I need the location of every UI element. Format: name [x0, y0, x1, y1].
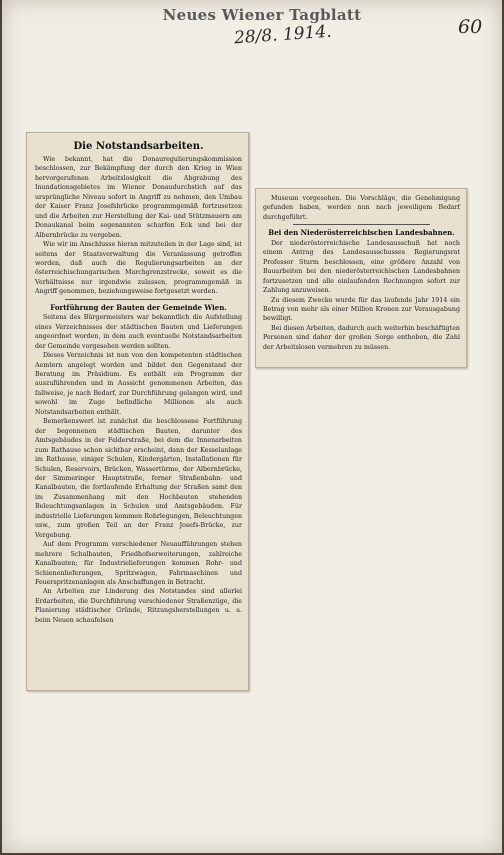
clipping-left	[26, 132, 249, 691]
article-paragraph: Wie wir im Anschlusse hieran mitzuteilen in der Lage sind, ist seitens der Staatsverwaltung die Veranlassung getroffen worden, daß auch die Regulierungsarbeiten an der österreichischungarischen Marchgrenzstrecke, soweit es die Verhältnisse nur irgendwie zulassen, programmgemäß in Angriff genommen, beziehungsweise fortgesetzt werden.	[35, 241, 242, 296]
article-paragraph: An Arbeiten zur Linderung des Notstandes sind allerlei Erdarbeiten, die Durchführung verschiedener Straßenzüge, die Planierung städtischer Gründe, Ritzungsherstellungen u. a. beim Neuen schaufelsen	[35, 588, 242, 624]
article-paragraph: Der niederösterreichische Landesausschuß hat noch einem Antrag des Landesausschusses Regierungsrat Professor Sturm beschlossen, eine größere Anzahl von Bauarbeiten bei den niederösterreichischen Landesbahnen fortzusetzen und alle einlaufenden Rechnungen sofort zur Zahlung anzuweisen.	[263, 239, 460, 295]
article-paragraph: Wie bekannt, hat die Donauregulierungskommission beschlossen, zur Bekämpfung der durch den Krieg in Wien hervorgerufenen Arbeitslosigkeit die Abgrabung des Inundationsgebietes im Wiener Donaudurchstich auf das ursprüngliche Niveau sofort in Angriff zu nehmen, den Umbau der Kaiser Franz Josefsbrücke programmgemäß fortzusetzen und die Arbeiten zur Herstellung der Kai- und Stützmauern am Donaukanal beim sogenannten scharfen Eck und bei der Albernbrücke zu vergeben.	[35, 156, 242, 239]
newspaper-masthead: Neues Wiener Tagblatt	[162, 6, 362, 24]
article-paragraph: Museum vorgesehen. Die Vorschläge, die Genehmigung gefunden haben, werden nun nach jeweiligem Bedarf durchgeführt.	[263, 195, 460, 221]
article-paragraph: Auf dem Programm verschiedener Neuaufführungen stehen mehrere Schulbauten, Friedhofserweiterungen, zahlreiche Kanalbauten; für Industrielieferungen kommen Rohr- und Schienenlieferungen, Spritzwagen, Fahrmaschinen und Feuerspritzenanlagen als Anschaffungen in Betracht.	[35, 541, 242, 586]
clipping-left-column	[35, 140, 242, 625]
divider-rule	[65, 299, 212, 300]
clipping-right-column	[263, 194, 460, 352]
handwritten-page-number: 60	[458, 16, 483, 38]
article-paragraph: Bei diesen Arbeiten, dadurch auch weiterhin beschäftigten Personen sind daher der großen Sorge enthoben, die Zahl der Arbeitslosen vermehren zu müssen.	[263, 324, 460, 351]
archive-sheet	[2, 0, 502, 853]
handwritten-date: 28/8. 1914.	[233, 21, 333, 49]
article-subtitle: Fortführung der Bauten der Gemeinde Wien.	[50, 302, 227, 312]
article-title: Die Notstandsarbeiten.	[73, 141, 204, 152]
article-subtitle: Bei den Niederösterreichischen Landesbahnen.	[268, 228, 455, 238]
article-paragraph: Bemerkenswert ist zunächst die beschlossene Fortführung der begonnenen städtischen Bauten, darunter des Amtsgebäudes in der Felderstraße, bei dem die Innenarbeiten zum Rathause schon sichtbar erscheint, dann der Kesselanlage im Rathause, einiger Schulen, Kindergärten, Installationen für Schulen, Reservoirs, Brücken, Wassertürme, der Albernbrücke, der Simmeringer Hauptstraße, ferner Straßenbahn- und Kanalbauten, die fortlaufende Erhaltung der Straßen samt den im Zusammenhang mit den Hochbauten stehenden Beleuchtungsanlagen in Schulen und Amtsgebäuden. Für industrielle Lieferungen kommen Rohrlegungen, Beleuchtungen usw., zum großen Teil an der Franz Josefs-Brücke, zur Vergebung.	[35, 418, 242, 539]
divider-rule	[293, 224, 430, 225]
article-paragraph: Dieses Verzeichnis ist nun von den kompetenten städtischen Aemtern angelegt worden und bildet den Gegenstand der Beratung im Präsidium. Es enthält ein Programm der auszuführenden und in Aussicht genommenen Arbeiten, das fallweise, je nach Bedarf, zur Durchführung gelangen wird, und sowohl im Zuge befindliche Millionen als auch Notstandsarbeiten enthält.	[35, 352, 242, 416]
clipping-right	[255, 188, 467, 368]
article-paragraph: Seitens des Bürgermeisters war bekanntlich die Aufstellung eines Verzeichnisses der städtischen Bauten und Lieferungen angeordnet worden, in dem auch eventuelle Notstandsarbeiten der Gemeinde vorgesehen werden sollten.	[35, 314, 242, 350]
article-paragraph: Zu diesem Zwecke wurde für das laufende Jahr 1914 ein Betrag von mehr als einer Million Kronen zur Verausgabung bewilligt.	[263, 296, 460, 323]
